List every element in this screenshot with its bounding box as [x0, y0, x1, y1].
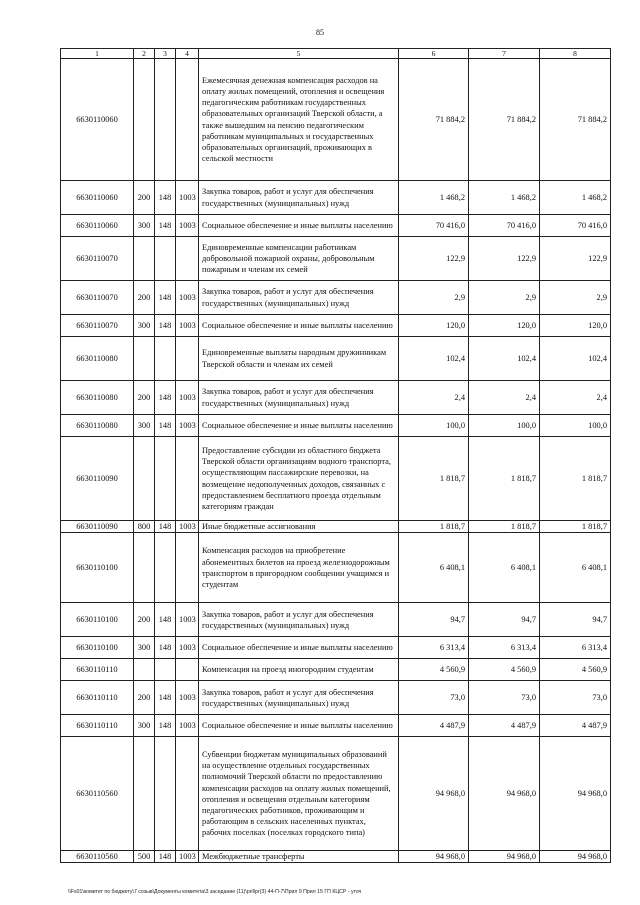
- row-value-col8: 1 468,2: [540, 181, 611, 215]
- table-row: [61, 215, 611, 237]
- row-value-col7: 94,7: [469, 603, 540, 637]
- row-value-col6: 71 884,2: [399, 59, 469, 181]
- row-col2: 300: [134, 215, 155, 237]
- row-description: Ежемесячная денежная компенсация расходов на оплату жилых помещений, отопления и освещения педагогическим работникам государственных образовательных организаций Тверской области, а также вышедшим на пенсию педагогическим работникам муниципальных и государственных образовательных организаций, проживающих в сельской местности: [199, 59, 399, 181]
- row-value-col6: 120,0: [399, 315, 469, 337]
- row-value-col7: 94 968,0: [469, 737, 540, 851]
- row-code: 6630110070: [61, 315, 134, 337]
- row-value-col7: 2,9: [469, 281, 540, 315]
- row-value-col8: 4 487,9: [540, 715, 611, 737]
- row-col3: 148: [155, 415, 176, 437]
- row-col3: 148: [155, 521, 176, 533]
- row-value-col7: 102,4: [469, 337, 540, 381]
- row-col4: [176, 237, 199, 281]
- row-col4: 1003: [176, 715, 199, 737]
- row-value-col7: 1 468,2: [469, 181, 540, 215]
- row-col3: [155, 237, 176, 281]
- row-code: 6630110100: [61, 637, 134, 659]
- row-value-col7: 73,0: [469, 681, 540, 715]
- row-code: 6630110060: [61, 59, 134, 181]
- row-col2: 800: [134, 521, 155, 533]
- row-col3: 148: [155, 215, 176, 237]
- row-value-col6: 1 468,2: [399, 181, 469, 215]
- row-col4: [176, 737, 199, 851]
- column-header: 2: [134, 49, 155, 59]
- row-code: 6630110100: [61, 603, 134, 637]
- row-value-col7: 70 416,0: [469, 215, 540, 237]
- row-code: 6630110080: [61, 415, 134, 437]
- row-col2: 200: [134, 181, 155, 215]
- row-col4: 1003: [176, 603, 199, 637]
- row-col2: [134, 59, 155, 181]
- row-value-col6: 94,7: [399, 603, 469, 637]
- row-col3: 148: [155, 715, 176, 737]
- row-description: Закупка товаров, работ и услуг для обеспечения государственных (муниципальных) нужд: [199, 181, 399, 215]
- row-description: Социальное обеспечение и иные выплаты населению: [199, 715, 399, 737]
- table-row: [61, 851, 611, 863]
- row-value-col7: 100,0: [469, 415, 540, 437]
- row-col2: 300: [134, 315, 155, 337]
- row-value-col6: 2,9: [399, 281, 469, 315]
- file-path-footer: \\Fs01\комитет по бюджету\7 созыв\Документы комитета\3 заседание (11)\pril\pr(3) 44-П-7\Прил 9 Прил 15 ГП КЦСР - уточ: [68, 889, 362, 895]
- row-col3: 148: [155, 281, 176, 315]
- row-description: Социальное обеспечение и иные выплаты населению: [199, 415, 399, 437]
- row-value-col6: 122,9: [399, 237, 469, 281]
- row-value-col8: 4 560,9: [540, 659, 611, 681]
- row-col2: 500: [134, 851, 155, 863]
- row-value-col8: 6 408,1: [540, 533, 611, 603]
- row-value-col7: 1 818,7: [469, 437, 540, 521]
- row-col3: [155, 59, 176, 181]
- row-col4: 1003: [176, 215, 199, 237]
- table-row: [61, 315, 611, 337]
- row-col4: [176, 59, 199, 181]
- row-value-col8: 1 818,7: [540, 521, 611, 533]
- row-code: 6630110060: [61, 215, 134, 237]
- row-col4: 1003: [176, 637, 199, 659]
- row-description: Единовременные выплаты народным дружинникам Тверской области и членам их семей: [199, 337, 399, 381]
- row-col2: [134, 659, 155, 681]
- column-header: 7: [469, 49, 540, 59]
- row-value-col8: 2,4: [540, 381, 611, 415]
- table-row: [61, 603, 611, 637]
- row-value-col8: 100,0: [540, 415, 611, 437]
- row-col3: 148: [155, 637, 176, 659]
- row-value-col7: 4 487,9: [469, 715, 540, 737]
- row-col4: [176, 533, 199, 603]
- row-col3: 148: [155, 681, 176, 715]
- row-code: 6630110110: [61, 715, 134, 737]
- table-row: [61, 337, 611, 381]
- row-col2: [134, 237, 155, 281]
- row-value-col8: 73,0: [540, 681, 611, 715]
- row-col4: 1003: [176, 281, 199, 315]
- table-row: [61, 737, 611, 851]
- row-code: 6630110100: [61, 533, 134, 603]
- row-col2: 200: [134, 681, 155, 715]
- table-row: [61, 437, 611, 521]
- row-col4: 1003: [176, 181, 199, 215]
- row-description: Закупка товаров, работ и услуг для обеспечения государственных (муниципальных) нужд: [199, 681, 399, 715]
- row-value-col6: 70 416,0: [399, 215, 469, 237]
- row-description: Закупка товаров, работ и услуг для обеспечения государственных (муниципальных) нужд: [199, 603, 399, 637]
- row-description: Социальное обеспечение и иные выплаты населению: [199, 637, 399, 659]
- row-value-col6: 73,0: [399, 681, 469, 715]
- row-col3: [155, 437, 176, 521]
- row-col2: 300: [134, 715, 155, 737]
- table-row: [61, 415, 611, 437]
- row-col2: 200: [134, 281, 155, 315]
- row-value-col6: 2,4: [399, 381, 469, 415]
- row-col3: 148: [155, 603, 176, 637]
- column-header: 6: [399, 49, 469, 59]
- row-value-col6: 100,0: [399, 415, 469, 437]
- row-code: 6630110110: [61, 681, 134, 715]
- row-col3: 148: [155, 381, 176, 415]
- row-value-col6: 94 968,0: [399, 851, 469, 863]
- row-description: Субвенции бюджетам муниципальных образований на осуществление отдельных государственных полномочий Тверской области по предоставлению компенсации расходов на оплату жилых помещений, отопления и освещения отдельным категориям педагогических работников, проживающим и работающим в сельских населенных пунктах, рабочих поселках (поселках городского типа): [199, 737, 399, 851]
- row-col3: [155, 659, 176, 681]
- row-value-col6: 94 968,0: [399, 737, 469, 851]
- row-col4: 1003: [176, 851, 199, 863]
- row-value-col6: 6 313,4: [399, 637, 469, 659]
- row-col2: 200: [134, 603, 155, 637]
- row-col4: 1003: [176, 381, 199, 415]
- row-col2: [134, 737, 155, 851]
- row-code: 6630110110: [61, 659, 134, 681]
- row-value-col8: 6 313,4: [540, 637, 611, 659]
- row-description: Единовременные компенсации работникам добровольной пожарной охраны, добровольным пожарным и членам их семей: [199, 237, 399, 281]
- row-value-col7: 2,4: [469, 381, 540, 415]
- row-value-col8: 102,4: [540, 337, 611, 381]
- row-value-col6: 1 818,7: [399, 437, 469, 521]
- row-value-col7: 94 968,0: [469, 851, 540, 863]
- row-col2: 300: [134, 415, 155, 437]
- row-col4: 1003: [176, 415, 199, 437]
- table-row: [61, 659, 611, 681]
- row-col2: 300: [134, 637, 155, 659]
- table-row: [61, 533, 611, 603]
- table-row: [61, 237, 611, 281]
- row-description: Иные бюджетные ассигнования: [199, 521, 399, 533]
- row-value-col8: 94,7: [540, 603, 611, 637]
- row-value-col6: 4 487,9: [399, 715, 469, 737]
- row-description: Межбюджетные трансферты: [199, 851, 399, 863]
- row-description: Социальное обеспечение и иные выплаты населению: [199, 315, 399, 337]
- row-code: 6630110070: [61, 281, 134, 315]
- row-code: 6630110090: [61, 521, 134, 533]
- row-col4: [176, 659, 199, 681]
- row-col2: [134, 437, 155, 521]
- row-code: 6630110560: [61, 851, 134, 863]
- budget-table: [60, 48, 611, 863]
- row-description: Закупка товаров, работ и услуг для обеспечения государственных (муниципальных) нужд: [199, 381, 399, 415]
- column-header: 8: [540, 49, 611, 59]
- row-code: 6630110560: [61, 737, 134, 851]
- column-header: 5: [199, 49, 399, 59]
- row-col4: 1003: [176, 681, 199, 715]
- row-value-col8: 70 416,0: [540, 215, 611, 237]
- row-col3: [155, 337, 176, 381]
- row-col4: [176, 437, 199, 521]
- row-description: Компенсация на проезд иногородним студентам: [199, 659, 399, 681]
- column-header: 4: [176, 49, 199, 59]
- table-row: [61, 59, 611, 181]
- row-col4: [176, 337, 199, 381]
- row-value-col7: 6 408,1: [469, 533, 540, 603]
- table-row: [61, 381, 611, 415]
- row-description: Социальное обеспечение и иные выплаты населению: [199, 215, 399, 237]
- row-value-col6: 6 408,1: [399, 533, 469, 603]
- row-value-col6: 1 818,7: [399, 521, 469, 533]
- column-header: 3: [155, 49, 176, 59]
- row-col4: 1003: [176, 315, 199, 337]
- table-row: [61, 181, 611, 215]
- row-value-col7: 120,0: [469, 315, 540, 337]
- row-value-col7: 4 560,9: [469, 659, 540, 681]
- row-value-col8: 1 818,7: [540, 437, 611, 521]
- row-value-col8: 122,9: [540, 237, 611, 281]
- row-value-col7: 6 313,4: [469, 637, 540, 659]
- row-value-col7: 71 884,2: [469, 59, 540, 181]
- row-value-col8: 71 884,2: [540, 59, 611, 181]
- table-row: [61, 281, 611, 315]
- row-description: Компенсация расходов на приобретение абонементных билетов на проезд железнодорожным транспортом в пригородном сообщении учащимся и студентам: [199, 533, 399, 603]
- row-code: 6630110070: [61, 237, 134, 281]
- row-value-col8: 2,9: [540, 281, 611, 315]
- row-col3: [155, 533, 176, 603]
- row-description: Закупка товаров, работ и услуг для обеспечения государственных (муниципальных) нужд: [199, 281, 399, 315]
- column-header-row: [61, 49, 611, 59]
- page-number: 85: [316, 28, 324, 37]
- row-code: 6630110090: [61, 437, 134, 521]
- row-col2: [134, 533, 155, 603]
- row-col3: 148: [155, 851, 176, 863]
- column-header: 1: [61, 49, 134, 59]
- row-code: 6630110060: [61, 181, 134, 215]
- row-col3: 148: [155, 315, 176, 337]
- row-value-col8: 94 968,0: [540, 737, 611, 851]
- row-description: Предоставление субсидии из областного бюджета Тверской области организациям водного транспорта, осуществляющим пассажирские перевозки, на возмещение недополученных доходов, связанных с предоставлением бесплатного проезда отдельным категориям граждан: [199, 437, 399, 521]
- row-value-col8: 94 968,0: [540, 851, 611, 863]
- row-col4: 1003: [176, 521, 199, 533]
- table-row: [61, 681, 611, 715]
- row-col3: [155, 737, 176, 851]
- row-code: 6630110080: [61, 337, 134, 381]
- row-col3: 148: [155, 181, 176, 215]
- row-code: 6630110080: [61, 381, 134, 415]
- table-row: [61, 637, 611, 659]
- row-value-col7: 1 818,7: [469, 521, 540, 533]
- row-value-col7: 122,9: [469, 237, 540, 281]
- row-col2: [134, 337, 155, 381]
- row-value-col6: 4 560,9: [399, 659, 469, 681]
- row-value-col6: 102,4: [399, 337, 469, 381]
- table-row: [61, 521, 611, 533]
- table-row: [61, 715, 611, 737]
- row-col2: 200: [134, 381, 155, 415]
- row-value-col8: 120,0: [540, 315, 611, 337]
